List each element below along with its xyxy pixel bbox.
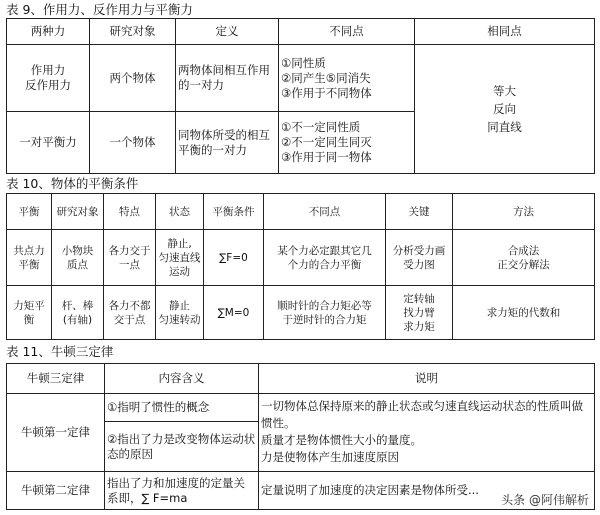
t10-r2-key: 定转轴 找力臂 求力矩 [386, 286, 453, 340]
t10-header-feature: 特点 [104, 194, 156, 230]
t10-r2-object: 杆、棒 (有轴) [52, 286, 104, 340]
t11-first-law-name: 牛顿第一定律 [7, 394, 105, 472]
table9 [6, 18, 595, 174]
table10-caption: 表 10、物体的平衡条件 [6, 176, 139, 191]
t10-r2-diff: 顺时针的合力矩必等 于逆时针的合力矩 [264, 286, 386, 340]
t9-r2-object: 一个物体 [90, 112, 176, 174]
t11-header-meaning: 内容含义 [105, 364, 259, 394]
t9-header-same: 相同点 [415, 19, 595, 45]
t9-header-object: 研究对象 [90, 19, 176, 45]
watermark: 头条 @阿伟解析 [498, 490, 592, 509]
t10-header-object: 研究对象 [52, 194, 104, 230]
t10-r1-state: 静止, 匀速直线 运动 [156, 230, 204, 286]
t10-header-key: 关键 [386, 194, 453, 230]
t10-r2-method: 求力矩的代数和 [453, 286, 595, 340]
t9-r1-object: 两个物体 [90, 45, 176, 112]
t10-header-balance: 平衡 [7, 194, 52, 230]
t9-r1-diffs: ①同性质 ②同产生⑤同消失 ③作用于不同物体 [279, 45, 415, 112]
t10-r1-method: 合成法 正交分解法 [453, 230, 595, 286]
t10-header-condition: 平衡条件 [204, 194, 264, 230]
t9-r1-force: 作用力 反作用力 [7, 45, 90, 112]
t11-first-desc: 一切物体总保持原来的静止状态或匀速直线运动状态的性质叫做惯性。 质量才是物体惯性大小的量度。 力是使物体产生加速度原因 [259, 394, 595, 472]
t9-r2-diffs: ①不一定同性质 ②不一定同生同灭 ③作用于同一物体 [279, 112, 415, 174]
t10-r1-feature: 各力交于 一点 [104, 230, 156, 286]
t10-header-method: 方法 [453, 194, 595, 230]
t11-first-meaning-1: ①指明了惯性的概念 [105, 394, 259, 422]
t10-r2-state: 静止 匀速转动 [156, 286, 204, 340]
t10-header-state: 状态 [156, 194, 204, 230]
t11-header-law: 牛顿三定律 [7, 364, 105, 394]
t11-first-meaning-2: ②指出了力是改变物体运动状态的原因 [105, 422, 259, 472]
t10-r2-condition: ∑M=0 [204, 286, 264, 340]
t10-r1-key: 分析受力画 受力图 [386, 230, 453, 286]
t10-r2-feature: 各力不都 交于点 [104, 286, 156, 340]
t10-r1-diff: 某个力必定跟其它几 个力的合力平衡 [264, 230, 386, 286]
t10-r1-condition: ∑F=0 [204, 230, 264, 286]
t9-header-forces: 两种力 [7, 19, 90, 45]
t9-r1-definition: 两物体间相互作用的一对力 [176, 45, 279, 112]
t9-header-diff: 不同点 [279, 19, 415, 45]
table11 [6, 363, 595, 510]
t11-second-meaning: 指出了力和加速度的定量关系即，∑ F=ma [105, 472, 259, 510]
t11-second-desc: 定量说明了加速度的决定因素是物体所受... [259, 472, 595, 510]
t9-r2-definition: 同物体所受的相互平衡的一对力 [176, 112, 279, 174]
t10-r1-type: 共点力 平衡 [7, 230, 52, 286]
t10-r1-object: 小物块 质点 [52, 230, 104, 286]
t9-r2-force: 一对平衡力 [7, 112, 90, 174]
t11-header-note: 说明 [259, 364, 595, 394]
table11-caption: 表 11、牛顿三定律 [6, 344, 114, 359]
t10-r2-type: 力矩平 衡 [7, 286, 52, 340]
table9-caption: 表 9、作用力、反作用力与平衡力 [6, 2, 193, 17]
t9-header-definition: 定义 [176, 19, 279, 45]
t10-header-diff: 不同点 [264, 194, 386, 230]
t9-same: 等大 反向 同直线 [415, 45, 595, 174]
t11-second-law-name: 牛顿第二定律 [7, 472, 105, 510]
table10 [6, 193, 595, 340]
